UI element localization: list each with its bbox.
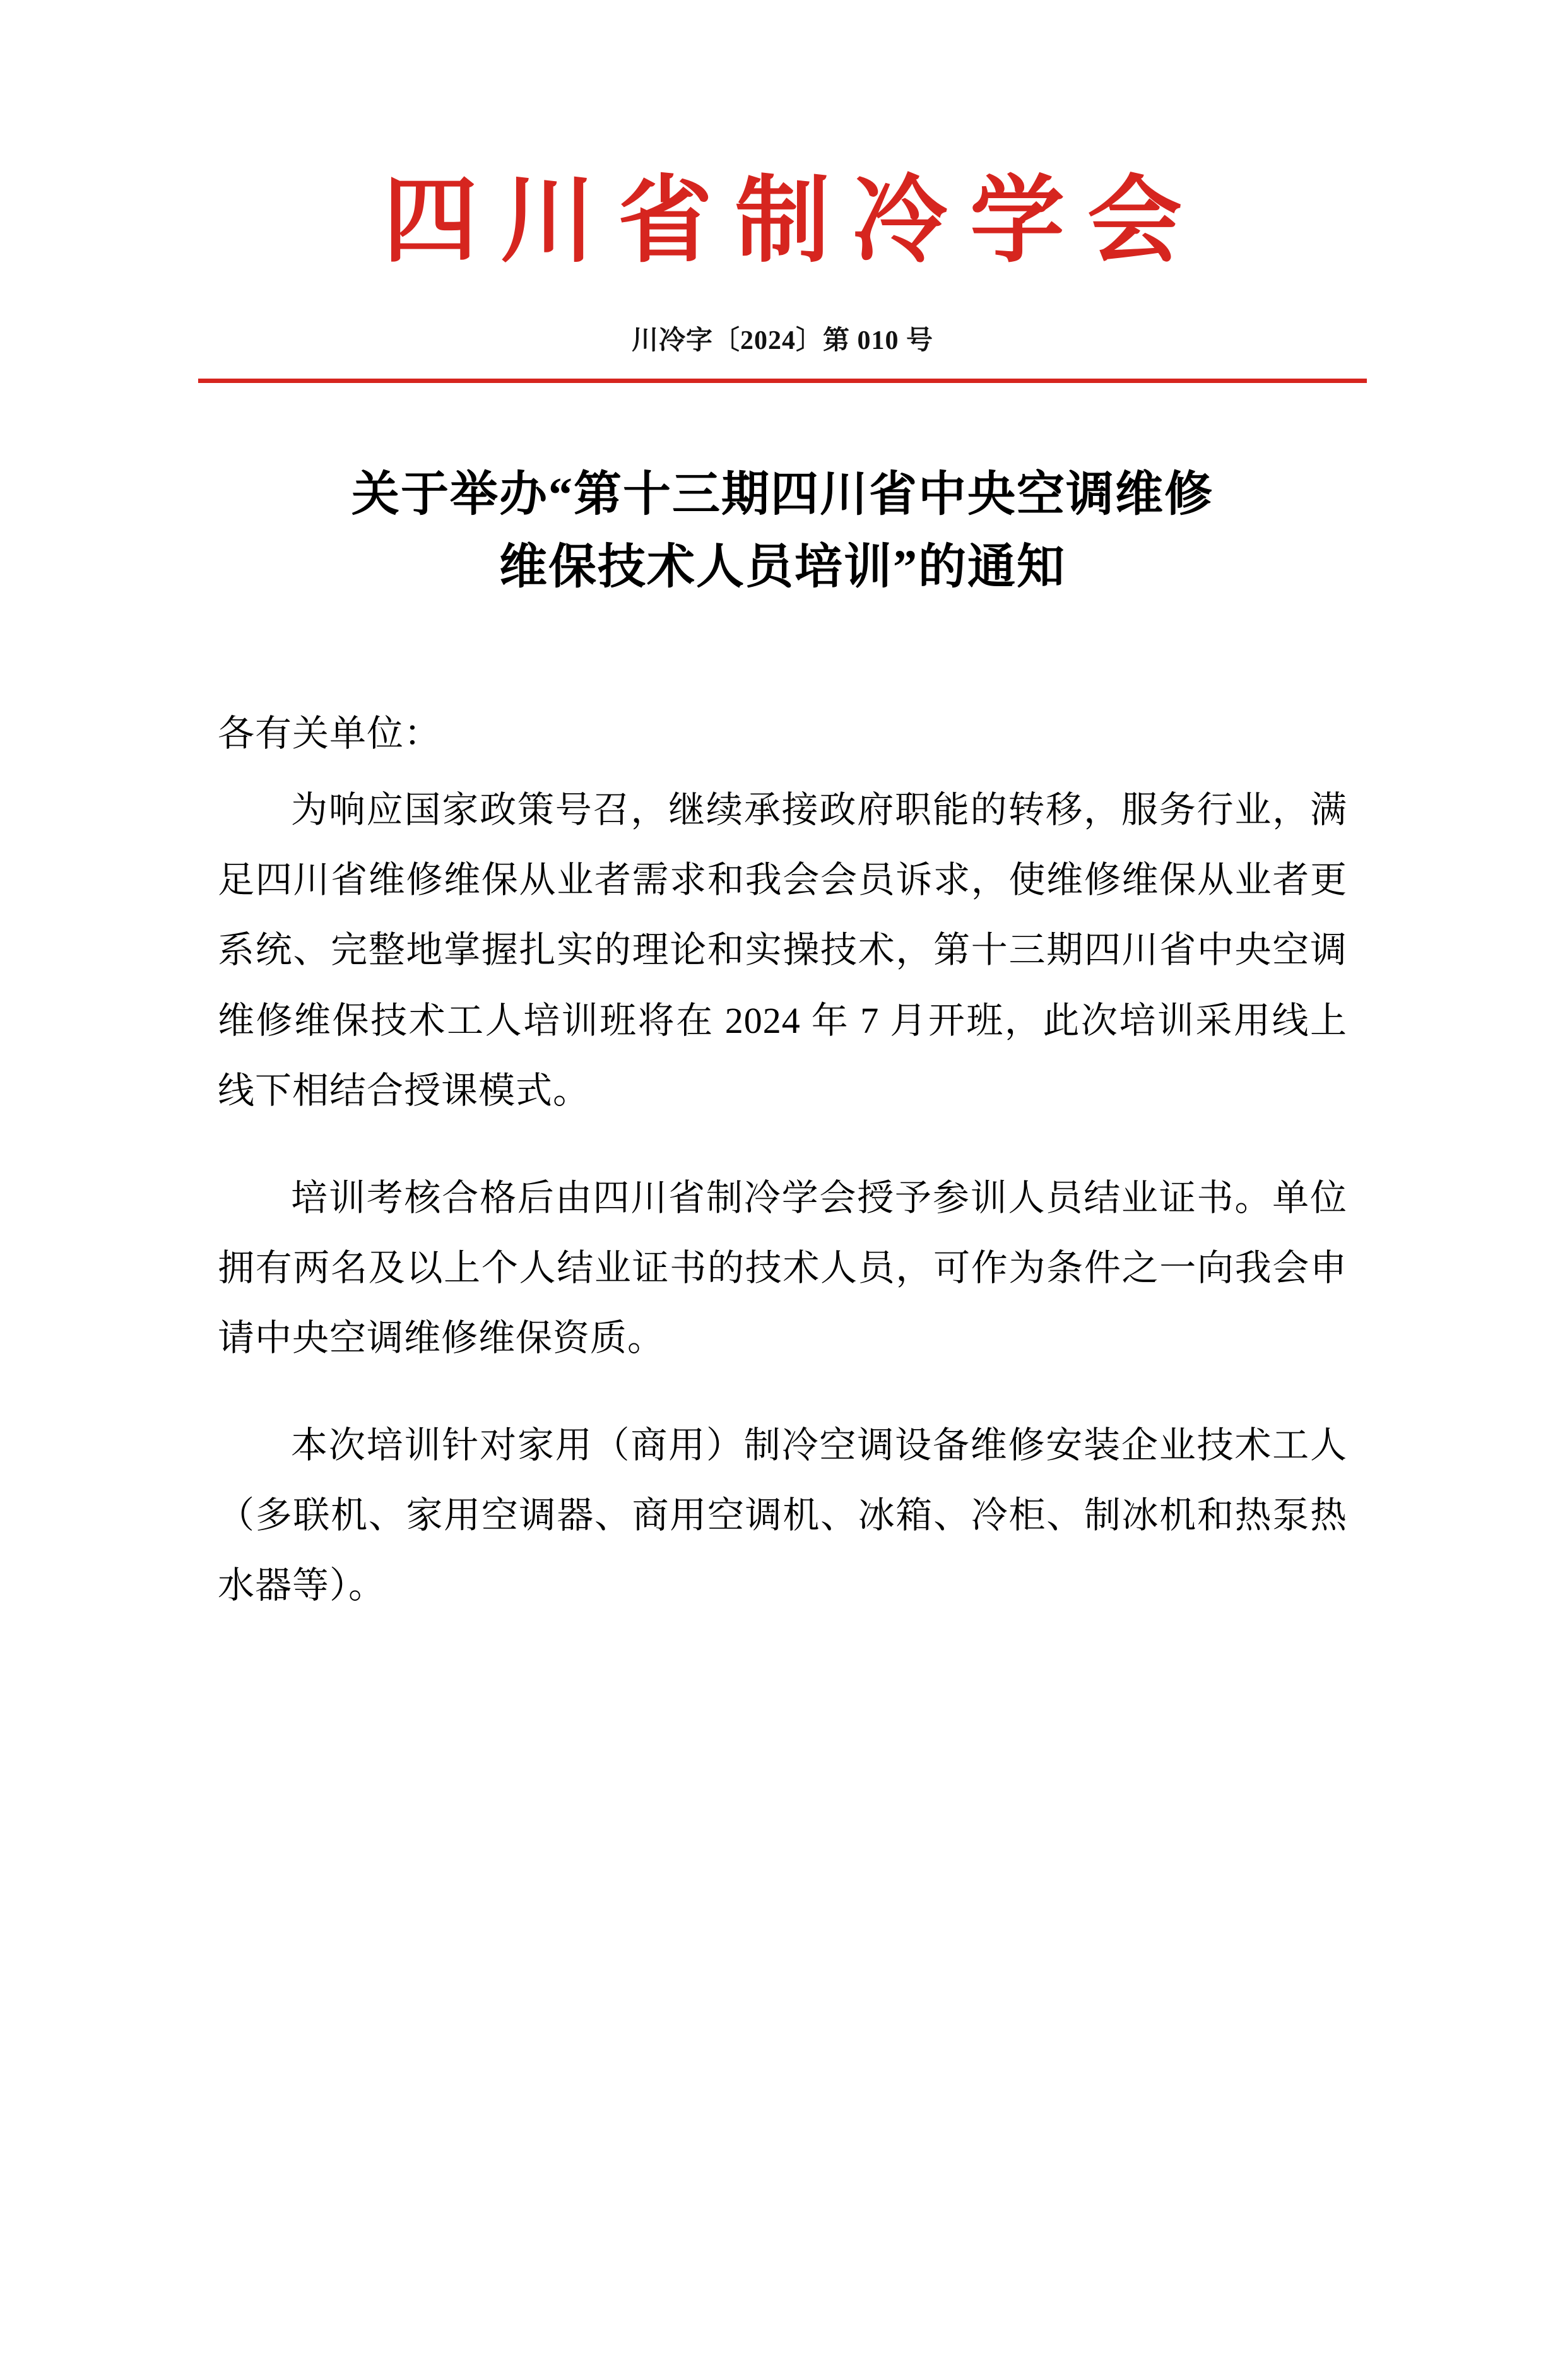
letterhead (0, 167, 1565, 383)
page-title (227, 459, 1338, 604)
document-page (0, 167, 1565, 2380)
body-paragraph-1: 为响应国家政策号召，继续承接政府职能的转移，服务行业，满足四川省维修维保从业者需求和我会会员诉求，使维修维保从业者更系统、完整地掌握扎实的理论和实操技术，第十三期四川省中央空调维修维保技术工人培训班将在 2024 年 7 月开班，此次培训采用线上线下相结合授课模式。 (218, 789, 1347, 1112)
salutation: 各有关单位： (218, 712, 442, 754)
document-number: 川冷字〔2024〕第 010 号 (631, 326, 933, 355)
page-title-line-1: 关于举办“第十三期四川省中央空调维修 (351, 468, 1214, 521)
organization-title: 四川省制冷学会 (382, 169, 1205, 274)
document-body (218, 699, 1347, 1621)
body-paragraph-3: 本次培训针对家用（商用）制冷空调设备维修安装企业技术工人（多联机、家用空调器、商用空调机、冰箱、冷柜、制冰机和热泵热水器等）。 (218, 1424, 1347, 1606)
page-title-line-2: 维保技术人员培训”的通知 (499, 541, 1066, 594)
body-paragraph-2: 培训考核合格后由四川省制冷学会授予参训人员结业证书。单位拥有两名及以上个人结业证书的技术人员，可作为条件之一向我会申请中央空调维修维保资质。 (218, 1177, 1347, 1359)
red-divider-rule (198, 379, 1367, 383)
